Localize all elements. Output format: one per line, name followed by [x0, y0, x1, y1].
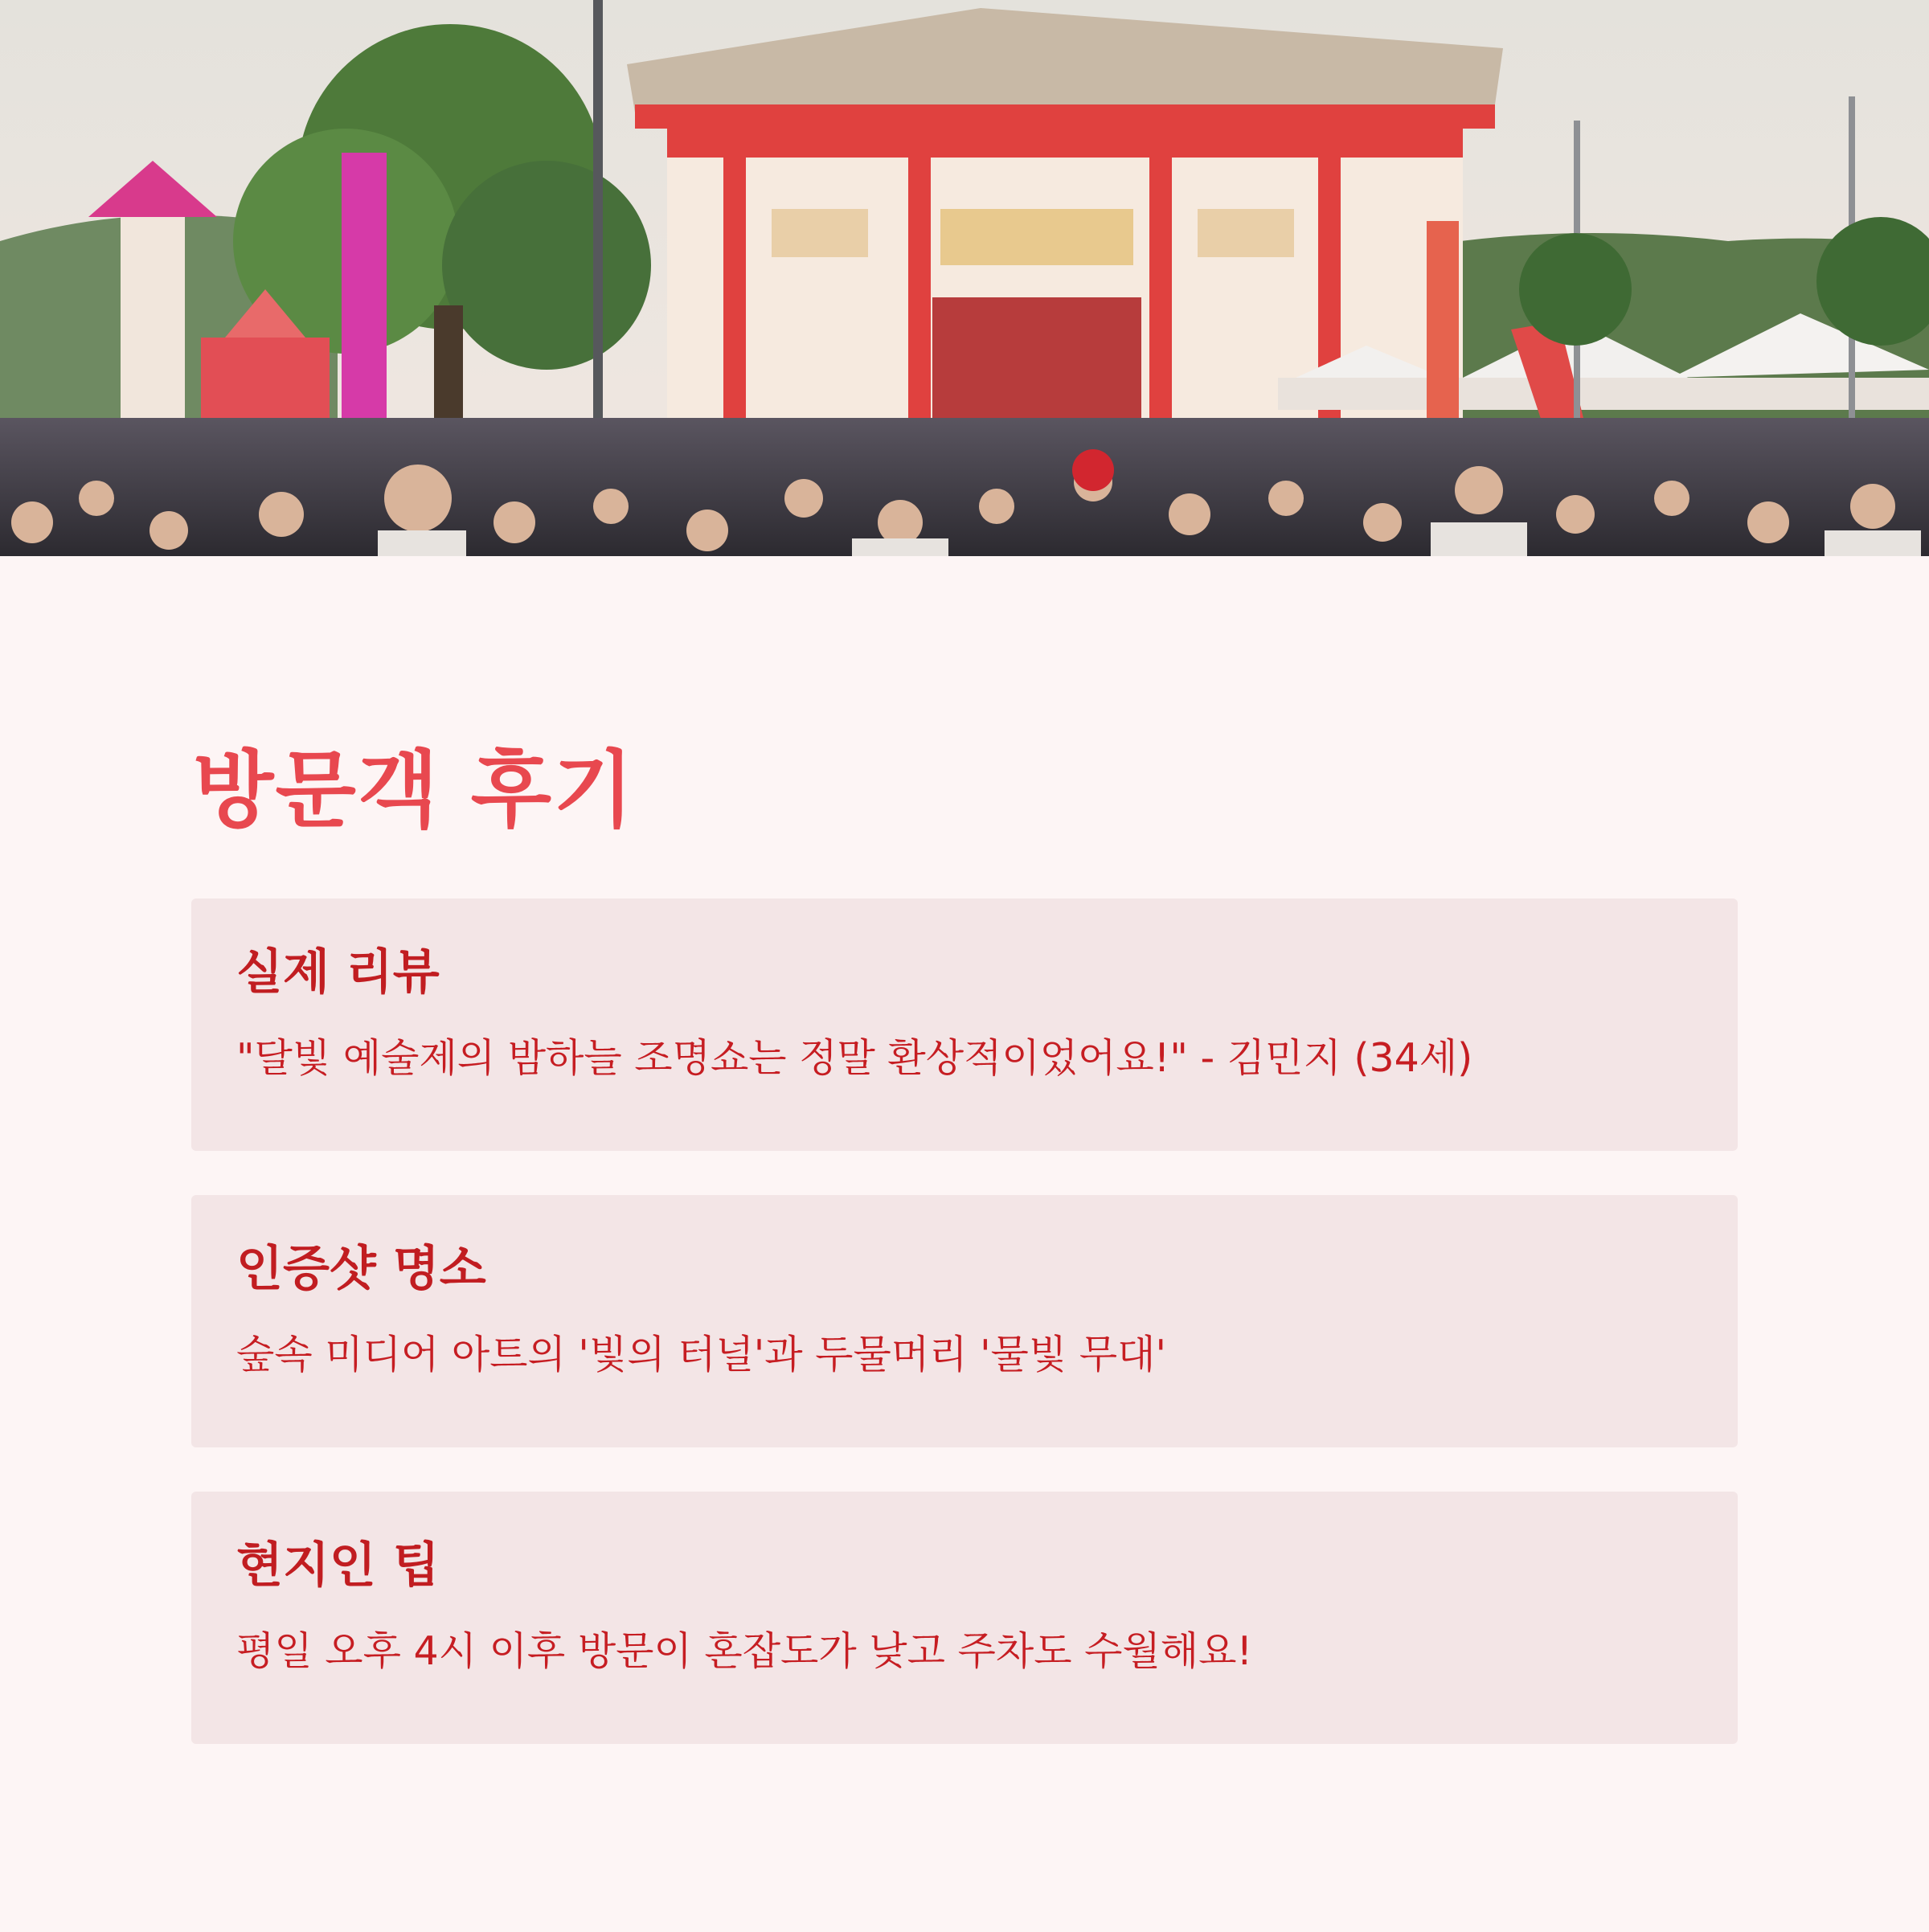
card-title: 현지인 팁	[236, 1537, 440, 1594]
card-text: "달빛 예술제의 밤하늘 조명쇼는 정말 환상적이었어요!" - 김민지 (34세)	[236, 1035, 1473, 1081]
photo-spot-card	[191, 1195, 1738, 1447]
card-title: 인증샷 명소	[236, 1241, 486, 1297]
hero-photo	[0, 0, 1929, 556]
review-card	[191, 898, 1738, 1151]
card-text: 평일 오후 4시 이후 방문이 혼잡도가 낮고 주차도 수월해요!	[236, 1628, 1253, 1674]
card-title: 실제 리뷰	[236, 944, 440, 1001]
section-title: 방문객 후기	[193, 741, 636, 839]
local-tip-card	[191, 1492, 1738, 1744]
card-text: 숲속 미디어 아트의 '빛의 터널'과 두물머리 '물빛 무대'	[236, 1332, 1166, 1377]
